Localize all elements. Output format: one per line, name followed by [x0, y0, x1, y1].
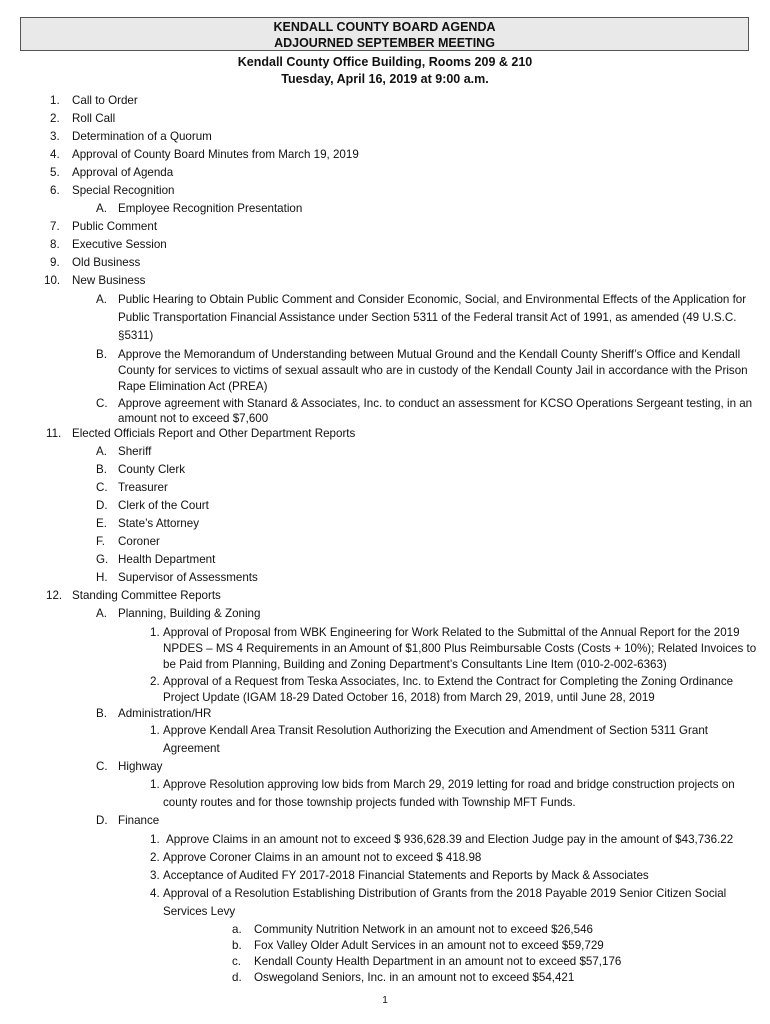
item-text-line: Approve Resolution approving low bids from March 29, 2019 letting for road and bridge construction projects on — [163, 778, 735, 791]
item-text: Acceptance of Audited FY 2017-2018 Financial Statements and Reports by Mack & Associates — [163, 869, 649, 882]
item-letter: A. — [96, 607, 107, 620]
item-letter: A. — [96, 293, 107, 306]
item-text-line: county routes and for those township projects funded with Township MFT Funds. — [163, 796, 576, 809]
item-text: Approval of Agenda — [72, 166, 174, 179]
item-text: Finance — [118, 814, 160, 827]
item-text-line: Approval of Proposal from WBK Engineering for Work Related to the Submittal of the Annual Report for the 2019 — [163, 626, 740, 639]
item-text: Old Business — [72, 256, 141, 269]
meeting-location: Kendall County Office Building, Rooms 209 & 210 — [237, 55, 533, 69]
item-text: Approve Coroner Claims in an amount not to exceed $ 418.98 — [163, 851, 482, 864]
item-text: Sheriff — [118, 445, 152, 458]
item-text: Administration/HR — [118, 707, 212, 720]
item-letter: A. — [96, 202, 107, 215]
item-text-line: Public Transportation Financial Assistance under Section 5311 of the Federal transit Act of 1991, as amended (49 U.S.C. — [118, 311, 737, 324]
item-letter: A. — [96, 445, 107, 458]
meeting-name: ADJOURNED SEPTEMBER MEETING — [274, 36, 495, 50]
item-text: Approve Claims in an amount not to exceed $ 936,628.39 and Election Judge pay in the amount of $43,736.22 — [166, 833, 734, 846]
item-letter: F. — [96, 535, 106, 548]
meeting-date: Tuesday, April 16, 2019 at 9:00 a.m. — [281, 72, 489, 86]
item-text-line: Project Update (IGAM 18-29 Dated October 16, 2018) from March 29, 2019, until June 28, 2019 — [163, 691, 655, 704]
item-number: 12. — [46, 589, 63, 602]
item-text-line: County for services to victims of sexual assault who are in custody of the Kendall County Jail in accordance with the Prison — [118, 364, 748, 377]
item-text-line: Approve Kendall Area Transit Resolution Authorizing the Execution and Amendment of Section 5311 Grant — [163, 724, 709, 737]
item-letter: B. — [96, 463, 107, 476]
item-letter: B. — [96, 348, 107, 361]
item-text: Kendall County Health Department in an amount not to exceed $57,176 — [254, 955, 622, 968]
item-number: 9. — [50, 256, 60, 269]
item-text: Health Department — [118, 553, 216, 566]
item-number: 2. — [150, 675, 160, 688]
item-number: 6. — [50, 184, 60, 197]
item-text: Executive Session — [72, 238, 167, 251]
item-letter: D. — [96, 499, 108, 512]
item-text: Determination of a Quorum — [72, 130, 212, 143]
item-number: 2. — [150, 851, 160, 864]
item-text: Community Nutrition Network in an amount not to exceed $26,546 — [254, 923, 593, 936]
item-letter: c. — [232, 955, 242, 968]
item-letter: C. — [96, 481, 108, 494]
item-number: 3. — [50, 130, 60, 143]
item-letter: D. — [96, 814, 108, 827]
item-text: State’s Attorney — [118, 517, 199, 530]
item-text-line: Approval of a Request from Teska Associates, Inc. to Extend the Contract for Completing the Zoning Ordinance — [163, 675, 734, 688]
item-text: Employee Recognition Presentation — [118, 202, 303, 215]
item-number: 1. — [150, 626, 160, 639]
item-text-line: Rape Elimination Act (PREA) — [118, 380, 268, 393]
item-text: Fox Valley Older Adult Services in an amount not to exceed $59,729 — [254, 939, 604, 952]
item-text: Clerk of the Court — [118, 499, 209, 512]
agenda-title: KENDALL COUNTY BOARD AGENDA — [273, 20, 496, 34]
item-text: Highway — [118, 760, 163, 773]
item-text-line: Services Levy — [163, 905, 236, 918]
item-letter: C. — [96, 397, 108, 410]
item-text: Approval of County Board Minutes from March 19, 2019 — [72, 148, 359, 161]
item-number: 1. — [150, 833, 160, 846]
item-text-line: Approval of a Resolution Establishing Distribution of Grants from the 2018 Payable 2019 Senior Citizen Social — [163, 887, 727, 900]
item-text-line: §5311) — [118, 329, 154, 342]
item-text-line: be Paid from Planning, Building and Zoning Department’s Consultants Line Item (010-2-002-6363) — [163, 658, 667, 671]
item-number: 2. — [50, 112, 60, 125]
item-letter: B. — [96, 707, 107, 720]
page-number: 1 — [382, 995, 388, 1006]
item-number: 5. — [50, 166, 60, 179]
item-letter: C. — [96, 760, 108, 773]
item-text: Call to Order — [72, 94, 138, 107]
item-text: Treasurer — [118, 481, 168, 494]
item-text-line: Agreement — [163, 742, 220, 755]
item-text: Public Comment — [72, 220, 158, 233]
item-number: 11. — [46, 427, 62, 440]
item-number: 10. — [44, 274, 61, 287]
item-number: 1. — [150, 778, 160, 791]
item-text: New Business — [72, 274, 146, 287]
item-text: County Clerk — [118, 463, 186, 476]
item-text: Planning, Building & Zoning — [118, 607, 261, 620]
item-number: 8. — [50, 238, 60, 251]
item-text: Standing Committee Reports — [72, 589, 221, 602]
item-text: Special Recognition — [72, 184, 175, 197]
item-number: 7. — [50, 220, 60, 233]
item-number: 1. — [50, 94, 60, 107]
item-text: Roll Call — [72, 112, 116, 125]
item-text-line: NPDES – MS 4 Requirements in an Amount of $1,800 Plus Reimbursable Costs (Costs + 10%); Related Invoices to — [163, 642, 757, 655]
item-text-line: Approve agreement with Stanard & Associates, Inc. to conduct an assessment for KCSO Operations Sergeant testing, in an — [118, 397, 753, 410]
item-text: Supervisor of Assessments — [118, 571, 258, 584]
item-letter: H. — [96, 571, 108, 584]
item-text-line: amount not to exceed $7,600 — [118, 412, 269, 425]
item-text: Elected Officials Report and Other Department Reports — [72, 427, 356, 440]
item-text: Coroner — [118, 535, 160, 548]
item-letter: G. — [96, 553, 109, 566]
item-text-line: Public Hearing to Obtain Public Comment and Consider Economic, Social, and Environmental Effects of the Application for — [118, 293, 747, 306]
item-number: 1. — [150, 724, 160, 737]
item-text-line: Approve the Memorandum of Understanding between Mutual Ground and the Kendall County Sheriff’s Office and Kendall — [118, 348, 741, 361]
item-number: 4. — [150, 887, 160, 900]
item-letter: d. — [232, 971, 242, 984]
agenda-title-box — [20, 17, 749, 51]
item-text: Oswegoland Seniors, Inc. in an amount not to exceed $54,421 — [254, 971, 575, 984]
item-letter: a. — [232, 923, 242, 936]
item-number: 3. — [150, 869, 160, 882]
item-letter: E. — [96, 517, 107, 530]
item-number: 4. — [50, 148, 60, 161]
item-letter: b. — [232, 939, 242, 952]
